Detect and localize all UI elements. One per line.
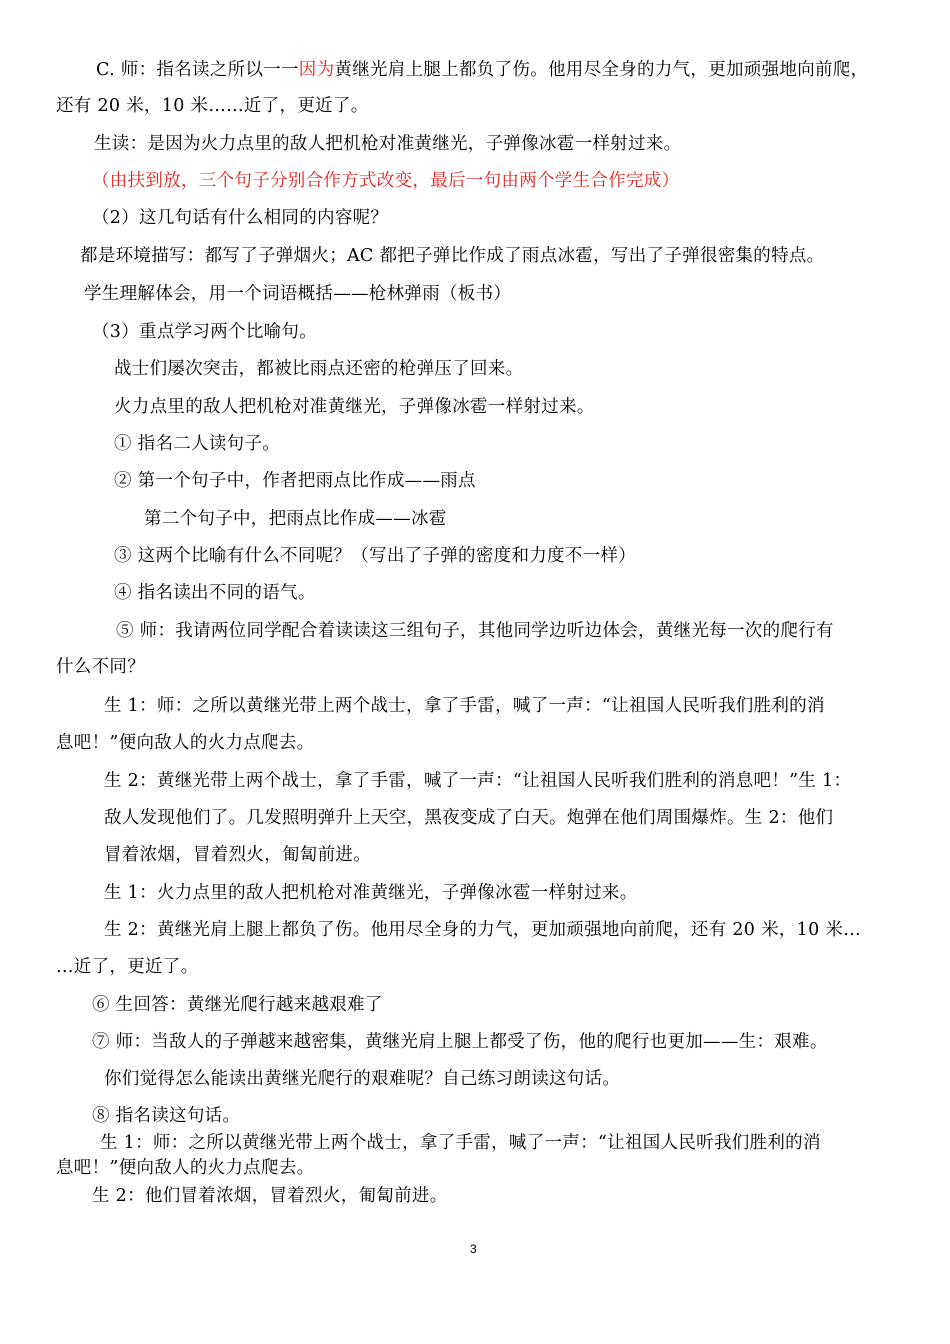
paragraph-line: 还有 20 米，10 米……近了，更近了。 bbox=[56, 96, 369, 116]
paragraph-line: 敌人发现他们了。几发照明弹升上天空，黑夜变成了白天。炮弹在他们周围爆炸。生 2：他们 bbox=[104, 808, 834, 828]
paragraph-line: 生 1：师：之所以黄继光带上两个战士，拿了手雷，喊了一声：“让祖国人民听我们胜利的消 bbox=[104, 696, 825, 716]
list-item: ② 第一个句子中，作者把雨点比作成——雨点 bbox=[114, 471, 476, 491]
section-heading: （2）这几句话有什么相同的内容呢？ bbox=[92, 208, 389, 228]
teaching-note: （由扶到放，三个句子分别合作方式改变，最后一句由两个学生合作完成） bbox=[92, 171, 680, 191]
paragraph-line: 都是环境描写：都写了子弹烟火；AC 都把子弹比作成了雨点冰雹，写出了子弹很密集的特点。 bbox=[80, 246, 825, 266]
list-item-continuation: 你们觉得怎么能读出黄继光爬行的艰难呢？自己练习朗读这句话。 bbox=[104, 1069, 621, 1089]
paragraph-line: 生 1：师：之所以黄继光带上两个战士，拿了手雷，喊了一声：“让祖国人民听我们胜利的消 bbox=[100, 1133, 821, 1153]
text-segment: 黄继光肩上腿上都负了伤。他用尽全身的力气，更加顽强地向前爬， bbox=[334, 60, 869, 80]
page-number: 3 bbox=[470, 1242, 477, 1256]
section-heading: （3）重点学习两个比喻句。 bbox=[92, 322, 318, 342]
paragraph-line: 生 2：黄继光带上两个战士，拿了手雷，喊了一声：“让祖国人民听我们胜利的消息吧！”生 1： bbox=[104, 771, 852, 791]
quoted-sentence: 战士们屡次突击，都被比雨点还密的枪弹压了回来。 bbox=[114, 359, 524, 379]
paragraph-line: 生读：是因为火力点里的敌人把机枪对准黄继光，子弹像冰雹一样射过来。 bbox=[94, 134, 682, 154]
paragraph-line: 生 1：火力点里的敌人把机枪对准黄继光，子弹像冰雹一样射过来。 bbox=[104, 883, 638, 903]
list-item-continuation: 什么不同？ bbox=[56, 657, 145, 677]
list-item: ⑦ 师：当敌人的子弹越来越密集，黄继光肩上腿上都受了伤，他的爬行也更加——生：艰难。 bbox=[92, 1032, 828, 1052]
list-item: ① 指名二人读句子。 bbox=[114, 434, 281, 454]
list-item: ⑧ 指名读这句话。 bbox=[92, 1106, 241, 1126]
highlighted-text: 因为 bbox=[298, 60, 335, 80]
paragraph-line: 学生理解体会，用一个词语概括——枪林弹雨（板书） bbox=[84, 284, 512, 304]
list-item: ③ 这两个比喻有什么不同呢？（写出了子弹的密度和力度不一样） bbox=[114, 546, 637, 566]
text-segment: C. 师：指名读之所以一一 bbox=[96, 60, 299, 80]
list-item: ⑥ 生回答：黄继光爬行越来越艰难了 bbox=[92, 995, 383, 1015]
quoted-sentence: 火力点里的敌人把机枪对准黄继光，子弹像冰雹一样射过来。 bbox=[114, 397, 595, 417]
list-item-continuation: 第二个句子中，把雨点比作成——冰雹 bbox=[144, 509, 447, 529]
list-item: ④ 指名读出不同的语气。 bbox=[114, 583, 316, 603]
paragraph-line: 生 2：他们冒着浓烟，冒着烈火，匍匐前进。 bbox=[92, 1186, 448, 1206]
paragraph-line: 息吧！”便向敌人的火力点爬去。 bbox=[56, 1158, 315, 1178]
paragraph-line bbox=[96, 58, 868, 82]
paragraph-line: …近了，更近了。 bbox=[56, 957, 199, 977]
list-item: ⑤ 师：我请两位同学配合着读读这三组句子，其他同学边听边体会，黄继光每一次的爬行有 bbox=[116, 621, 834, 641]
paragraph-line: 冒着浓烟，冒着烈火，匍匐前进。 bbox=[104, 845, 371, 865]
paragraph-line: 生 2：黄继光肩上腿上都负了伤。他用尽全身的力气，更加顽强地向前爬，还有 20 米，10 米… bbox=[104, 920, 862, 940]
paragraph-line: 息吧！”便向敌人的火力点爬去。 bbox=[56, 733, 315, 753]
